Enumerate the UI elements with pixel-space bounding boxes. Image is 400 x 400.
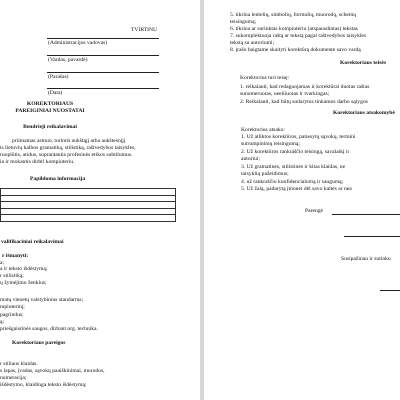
rights-intro: Korektorius turi teisę: [240,75,290,81]
document-title: KOREKTORIAUS [26,101,74,107]
sign-line [47,72,159,73]
duty-item: 7. sukomplektuoja raštą ar tekstą pagal raštvedybos taisykles [230,33,367,39]
qualification-item: ą; [0,319,5,325]
section-heading-general: Bendrieji reikalavimai [23,124,77,130]
section-heading-duties: Korektoriaus pareigos [12,340,66,346]
sign-field-label: (Parašas) [48,74,69,80]
general-text-line: is lietuvių kalbos gramatiką, stilistiką, raštvedybos taisykles, [0,145,136,151]
responsibility-item: 3. Už gramatines, stilistines ir kitas klaidas, ne [241,164,346,170]
general-text-line: priimamas asmuo, turintis aukštąjį arba aukštesnįjį [12,138,126,144]
duty-item: išdėstymo, klaidinga teksto išdėstymą; [0,382,87,388]
qualification-item: a ir teksto išdėstymą; [0,266,48,272]
right-page [207,0,400,400]
responsibility-item: 1. Už atliktos korektūros, patiesytų sąvokų, termini [241,134,356,140]
qualification-item: r stilistiką; [0,273,24,279]
prepared-label: Parengė [305,208,324,214]
responsibility-item: autoriui; [241,156,260,162]
rights-item: 2. Reikalauti, kad būtų sudarytos tinkamos darbo sąlygos [240,99,368,105]
signature-line [344,236,400,237]
general-text-line: ruoplūtis, atidus, suprantantis profesinės etikos subtilumus. [0,152,133,158]
duty-item: 5. tikrina lentelių, simbolių, formulių, muorodų, schemų [230,12,356,18]
duty-item: teisingumą; [230,19,257,25]
section-heading-rights: Korektoriaus teisės [340,60,387,66]
responsibility-item: taisyklių pažeidimus; [241,171,289,177]
responsibility-item: sutrumpinimų teisingumą; [241,141,300,147]
rights-item: sunumeruotas, neeiliuotas ir tvarkingas; [240,91,330,97]
responsibility-item: 2. Už korektūros rankraščio teisingą, savalaikį ir [241,149,350,155]
qualification-item: priešgaisrinės saugos, dirbant org. technika. [0,326,98,332]
approve-label: TVIRTINU [131,27,158,33]
info-table [0,188,176,222]
sign-line [47,88,159,89]
duty-item: 6. tikrina ar surinktas kompiuteriu (atspausdintas) tekstas [230,26,358,32]
must-know-label: r išmanyti: [2,253,29,259]
qualification-item: pagrindus; [0,312,24,318]
sign-field-label: (Administracijos vadovas) [48,40,108,46]
duty-item: numeracija; [0,375,27,381]
left-page [0,0,197,400]
duty-item: 8. įrašo baigtame skaityti korektūrą dokumente savo vardą [230,47,361,53]
qualification-item: ų žymėjimo ženklus; [0,280,47,286]
rights-item: 1. reikalauti, kad redaguojamas ir korektūrai duotas raštas [240,84,370,90]
signature-line [380,290,400,291]
qualification-item: matų vienetų valstybinius standartus; [0,297,84,303]
general-text-line: ia ir mokantis dirbti kompiuteriu. [0,159,75,165]
qualification-item: a; [0,260,5,266]
signature-line [332,214,400,215]
duty-item: r stiliaus klaidas. [0,361,38,367]
qualification-item: mpiuterinį; [0,304,25,310]
responsibility-item: 4. už rankraščio konfidencialumą ir saugumą; [241,179,344,185]
sign-field-label: (Vardas, pavardė) [48,57,88,63]
section-heading-info: Papildoma informacija [30,176,86,182]
section-heading-responsibility: Korektoriaus atsakomybė [333,110,395,116]
acknowledged-label: Susipažinau ir sutinku [341,256,391,262]
page-gap [200,0,204,400]
sign-field-label: (Data) [48,90,63,96]
section-heading-qualification: valifikaciniai reikalavimai [1,239,64,245]
responsibility-item: 5. Už žalą, padarytą įmonei dėl savo kaltės ar nea [241,186,352,192]
sign-line [47,55,159,56]
duty-item: tekstą su autoriumi; [230,40,275,46]
responsibility-intro: Korektorius atsako: [241,127,285,133]
duty-item: s lapas, įvadas, sąvokų paaiškinimai, murodos, [0,368,105,374]
document-title: PAREIGINIAI NUOSTATAI [15,108,85,114]
sign-line [47,38,159,39]
